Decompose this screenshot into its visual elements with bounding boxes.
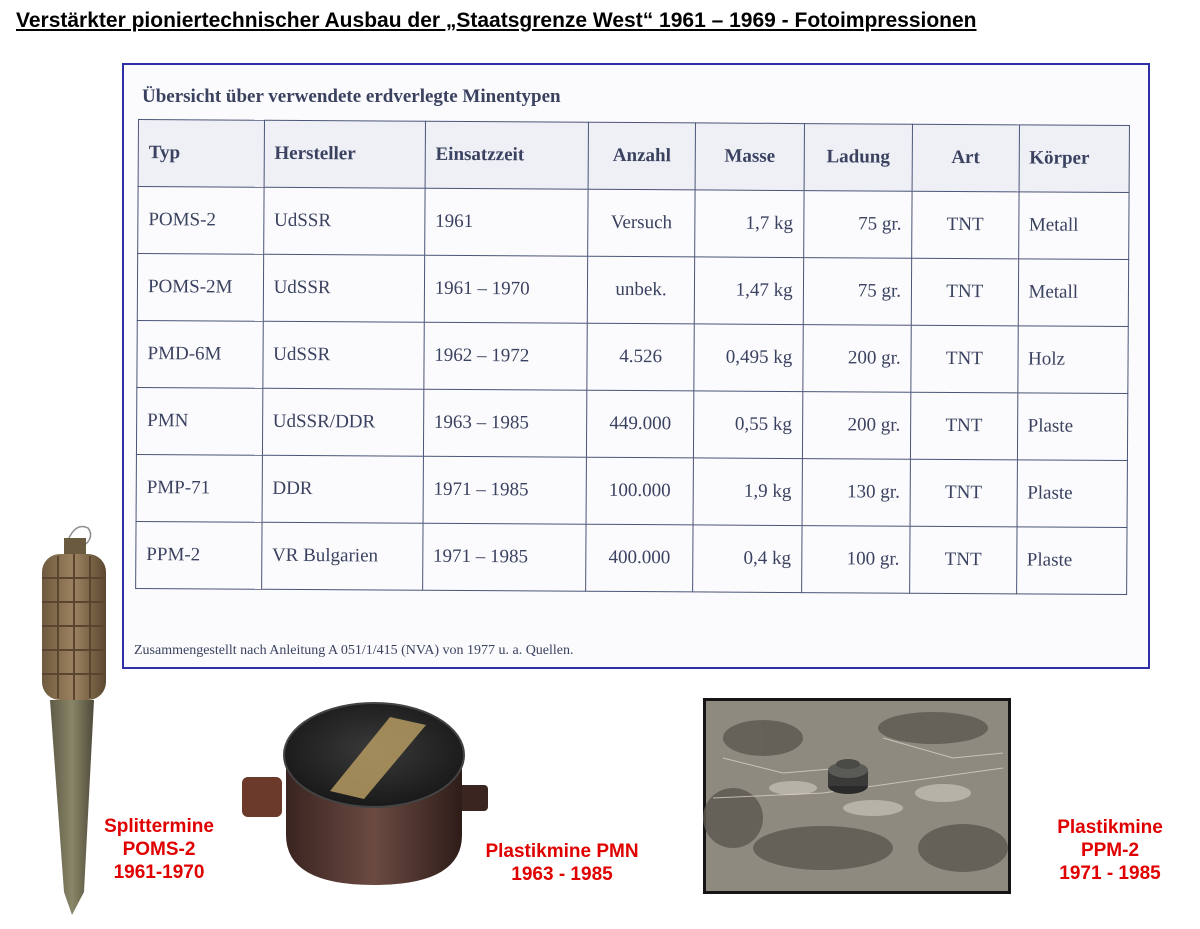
cell-anzahl: Versuch: [588, 189, 696, 257]
caption-pmn: [472, 840, 652, 886]
header-art: Art: [912, 124, 1019, 192]
cell-hersteller: UdSSR/DDR: [262, 388, 424, 456]
cell-anzahl: 4.526: [587, 323, 695, 391]
header-anzahl: Anzahl: [588, 122, 696, 190]
cell-hersteller: UdSSR: [263, 254, 425, 322]
cell-masse: 0,55 kg: [694, 391, 803, 459]
header-einsatzzeit: Einsatzzeit: [425, 121, 589, 189]
cell-ladung: 200 gr.: [803, 325, 912, 393]
caption-ppm2-line: 1971 - 1985: [1059, 863, 1161, 884]
cell-koerper: Metall: [1018, 259, 1129, 327]
cell-ladung: 100 gr.: [801, 526, 910, 594]
cell-hersteller: DDR: [262, 455, 424, 523]
cell-art: TNT: [910, 459, 1017, 527]
table-header-row: [138, 120, 1129, 193]
cell-typ: PMP-71: [136, 454, 262, 522]
cell-typ: POMS-2: [138, 187, 264, 255]
cell-anzahl: 400.000: [585, 524, 693, 592]
header-ladung: Ladung: [804, 124, 913, 192]
cell-anzahl: unbek.: [587, 256, 695, 324]
caption-poms2-line: 1961-1970: [113, 862, 205, 883]
cell-typ: POMS-2M: [137, 254, 263, 322]
cell-masse: 0,495 kg: [694, 324, 803, 392]
cell-einsatzzeit: 1962 – 1972: [424, 322, 588, 390]
table-row: [136, 521, 1127, 594]
caption-ppm2-line: Plastikmine: [1057, 817, 1163, 838]
cell-koerper: Plaste: [1017, 460, 1128, 528]
header-koerper: Körper: [1019, 125, 1130, 193]
cell-einsatzzeit: 1971 – 1985: [423, 456, 587, 524]
cell-einsatzzeit: 1971 – 1985: [422, 523, 586, 591]
cell-typ: PMD-6M: [137, 320, 263, 388]
cell-art: TNT: [912, 191, 1019, 259]
caption-ppm2-line: PPM-2: [1080, 840, 1140, 861]
caption-poms2: [92, 815, 226, 884]
table-scan-frame: [122, 63, 1150, 669]
cell-ladung: 130 gr.: [802, 459, 911, 527]
cell-masse: 1,7 kg: [695, 190, 804, 258]
cell-ladung: 200 gr.: [802, 392, 911, 460]
pmn-mine-photo: [240, 695, 495, 890]
source-note: Zusammengestellt nach Anleitung A 051/1/415 (NVA) von 1977 u. a. Quellen.: [134, 643, 574, 658]
page-title: Verstärkter pioniertechnischer Ausbau der „Staatsgrenze West“ 1961 – 1969 - Fotoimpressionen: [16, 9, 977, 32]
caption-poms2-line: Splittermine: [104, 816, 214, 837]
cell-koerper: Plaste: [1017, 393, 1128, 461]
caption-pmn-line: 1963 - 1985: [511, 864, 613, 885]
cell-hersteller: UdSSR: [262, 321, 424, 389]
ppm2-field-photo: [703, 698, 1011, 894]
cell-typ: PPM-2: [136, 521, 262, 589]
header-typ: Typ: [138, 120, 264, 188]
cell-einsatzzeit: 1961: [424, 188, 588, 256]
cell-hersteller: VR Bulgarien: [261, 522, 423, 590]
cell-ladung: 75 gr.: [803, 258, 912, 326]
caption-poms2-line: POMS-2: [122, 839, 196, 860]
table-row: [137, 320, 1128, 393]
cell-einsatzzeit: 1961 – 1970: [424, 255, 588, 323]
table-row: [137, 254, 1128, 327]
mine-types-table: [135, 119, 1130, 595]
table-title: Übersicht über verwendete erdverlegte Minentypen: [142, 86, 561, 107]
cell-hersteller: UdSSR: [263, 187, 425, 255]
cell-art: TNT: [911, 392, 1018, 460]
cell-art: TNT: [911, 258, 1018, 326]
cell-anzahl: 449.000: [586, 390, 694, 458]
table-row: [136, 454, 1127, 527]
cell-masse: 1,9 kg: [693, 458, 802, 526]
cell-koerper: Metall: [1018, 192, 1129, 260]
table-row: [136, 387, 1127, 460]
cell-art: TNT: [911, 325, 1018, 393]
cell-typ: PMN: [136, 387, 262, 455]
cell-einsatzzeit: 1963 – 1985: [423, 389, 587, 457]
cell-ladung: 75 gr.: [803, 191, 912, 259]
cell-masse: 1,47 kg: [695, 257, 804, 325]
header-hersteller: Hersteller: [264, 120, 426, 188]
table-row: [138, 187, 1129, 260]
cell-koerper: Plaste: [1016, 527, 1127, 595]
caption-pmn-line: Plastikmine PMN: [485, 841, 639, 862]
cell-masse: 0,4 kg: [693, 525, 802, 593]
cell-art: TNT: [910, 526, 1017, 594]
cell-koerper: Holz: [1017, 326, 1128, 394]
header-masse: Masse: [695, 123, 804, 191]
caption-ppm2: [1040, 816, 1180, 885]
cell-anzahl: 100.000: [586, 457, 694, 525]
